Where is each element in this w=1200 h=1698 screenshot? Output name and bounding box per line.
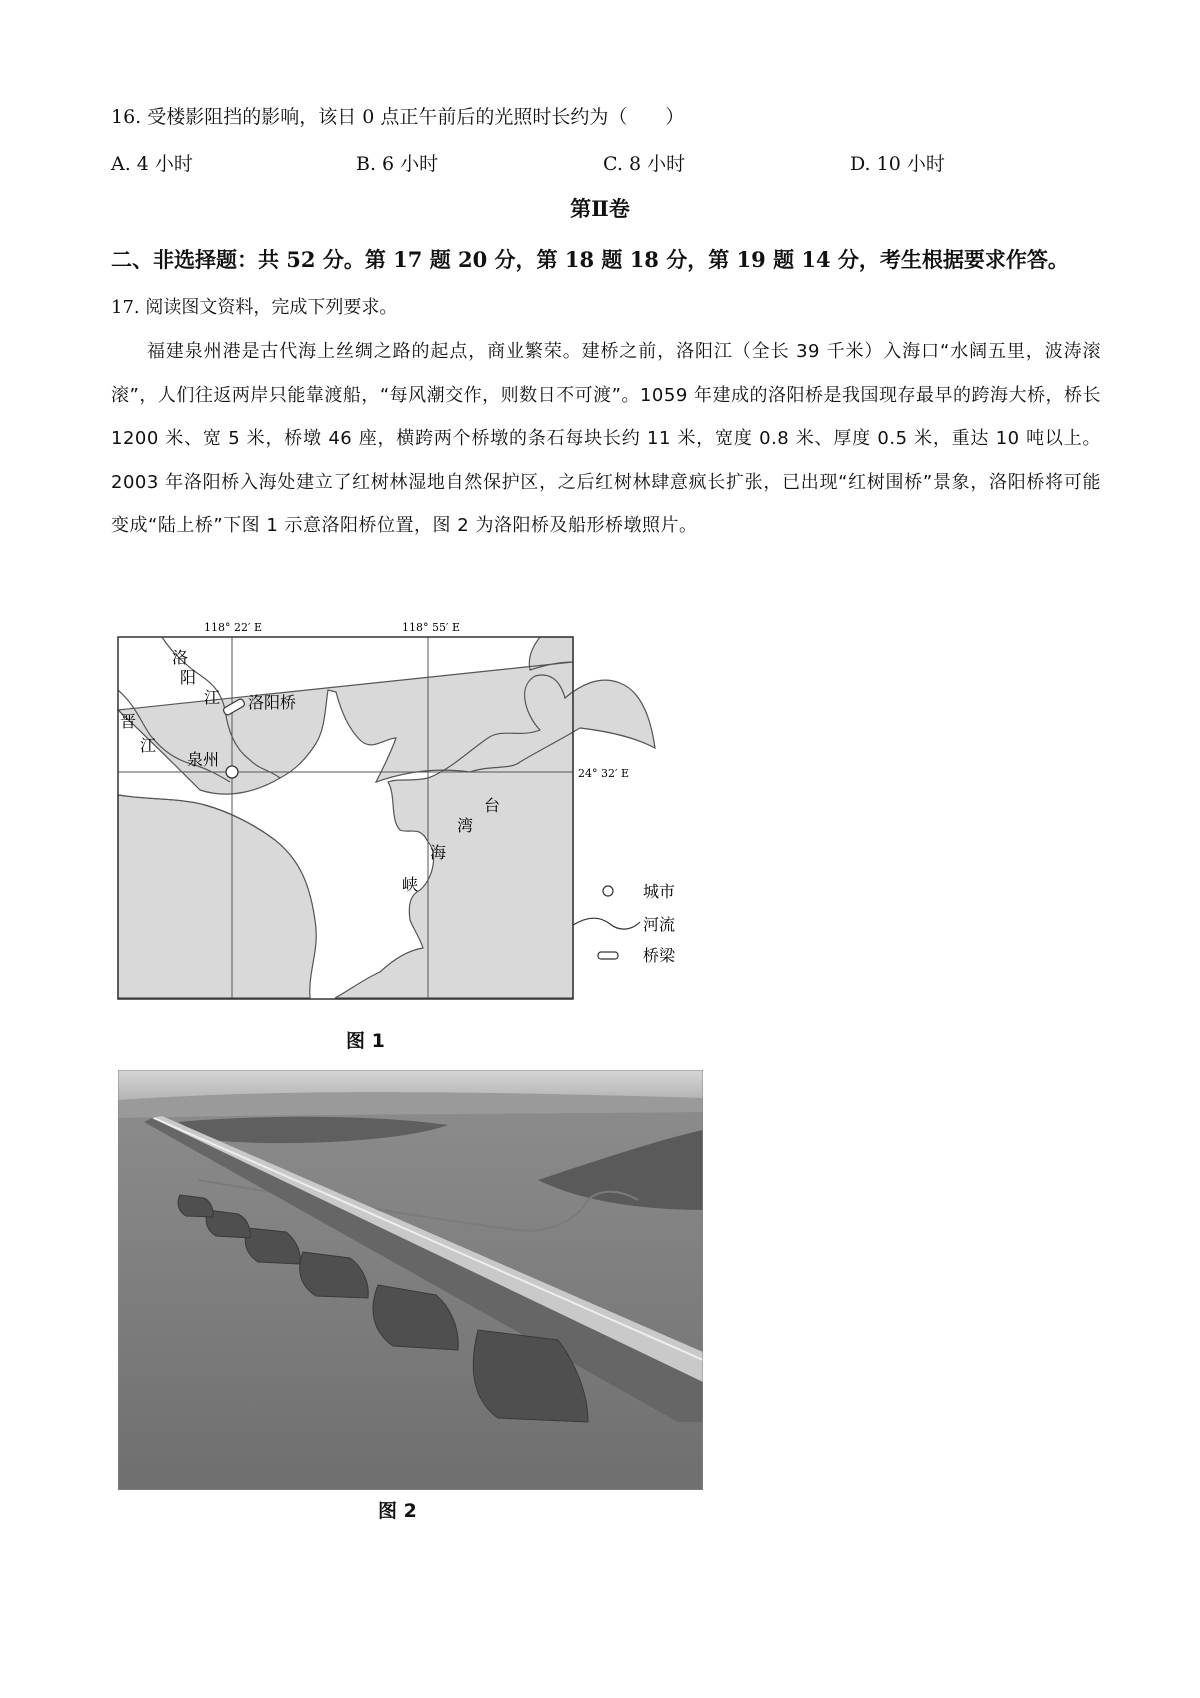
- lat-label: 24° 32′ E: [578, 767, 630, 780]
- strait-char-4: 峡: [402, 875, 419, 894]
- figure-2-caption: 图 2: [378, 1500, 417, 1522]
- strait-char-2: 湾: [457, 816, 474, 835]
- figure-2-photo: [118, 1070, 703, 1490]
- jinjiang-char-1: 晋: [120, 712, 137, 731]
- luoyang-river-char-2: 阳: [180, 668, 197, 687]
- city-label: 泉州: [187, 750, 220, 769]
- option-d: D. 10 小时: [850, 153, 945, 175]
- bridge-label: 洛阳桥: [248, 693, 297, 712]
- lon-label-2: 118° 55′ E: [402, 621, 461, 634]
- option-c: C. 8 小时: [603, 153, 686, 175]
- legend-river-label: 河流: [643, 915, 676, 934]
- volume-title: 第Ⅱ卷: [570, 196, 630, 221]
- city-symbol: [226, 766, 238, 778]
- option-a: A. 4 小时: [111, 153, 193, 175]
- jinjiang-char-2: 江: [140, 736, 157, 755]
- luoyang-river-char-1: 洛: [172, 648, 189, 667]
- legend-city-label: 城市: [643, 882, 676, 901]
- figure-1-caption: 图 1: [346, 1030, 385, 1052]
- legend-river-icon: [573, 918, 640, 929]
- strait-char-1: 台: [484, 796, 501, 815]
- legend-bridge-icon: [598, 952, 618, 959]
- legend-bridge-label: 桥梁: [643, 946, 676, 965]
- question-17-passage: 福建泉州港是古代海上丝绸之路的起点，商业繁荣。建桥之前，洛阳江（全长 39 千米）入海口“水阔五里，波涛滚滚”，人们往返两岸只能靠渡船，“每风潮交作，则数日不可渡”。1059 年建成的洛阳桥是我国现存最早的跨海大桥，桥长 1200 米、宽 5 米，桥墩 46 座，横跨两个桥墩的条石每块长约 11 米，宽度 0.8 米、厚度 0.5 米，重达 10 吨以上。2003 年洛阳桥入海处建立了红树林湿地自然保护区，之后红树林肆意疯长扩张，已出现“红树围桥”景象，洛阳桥将可能变成“陆上桥”下图 1 示意洛阳桥位置，图 2 为洛阳桥及船形桥墩照片。: [111, 341, 1102, 536]
- lon-label-1: 118° 22′ E: [204, 621, 263, 634]
- strait-char-3: 海: [430, 843, 447, 862]
- option-b: B. 6 小时: [356, 153, 439, 175]
- question-16-stem: 16. 受楼影阻挡的影响，该日 0 点正午前后的光照时长约为（ ）: [111, 106, 685, 128]
- question-17-stem: 17. 阅读图文资料，完成下列要求。: [111, 297, 398, 318]
- section-heading: 二、非选择题：共 52 分。第 17 题 20 分，第 18 题 18 分，第 19 题 14 分，考生根据要求作答。: [111, 247, 1069, 272]
- legend-city-icon: [603, 886, 613, 896]
- figure-1-map: [110, 620, 700, 1020]
- luoyang-river-char-3: 江: [204, 688, 221, 707]
